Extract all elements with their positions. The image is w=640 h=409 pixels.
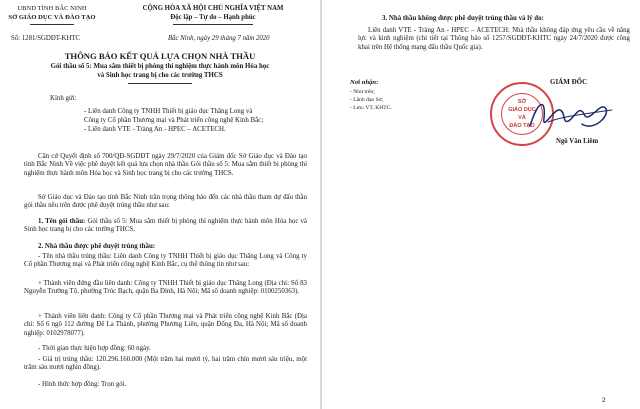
winner-paragraph: - Tên nhà thầu trúng thầu: Liên danh Công ty TNHH Thiết bị giáo dục Thăng Long và Công ty Cổ phần Thương mại và Phát triển công nghệ Kinh Bắc, cụ thể thông tin như sau: [24,253,307,269]
recipient-list-item: - Như trên; [350,89,375,95]
recipient-list-item: - Lưu: VT, KHTC. [350,105,392,111]
greeting: Kính gửi: [50,95,77,102]
stamp-text: SỞ [517,99,527,105]
document-page-2 [322,0,640,409]
recipient-1-line-1: - Liên danh Công ty TNHH Thiết bị giáo dục Thăng Long và [84,108,253,115]
nation-line-2: Độc lập – Tự do – Hạnh phúc [170,13,256,21]
member-1-paragraph: + Thành viên đứng đầu liên danh: Công ty TNHH Thiết bị giáo dục Thăng Long (Địa chỉ: Số 83 Nguyễn Trường Tộ, phường Trúc Bạch, quận Ba Đình, Hà Nội; Mã số doanh nghiệp: 0100250363). [24,280,307,296]
recipients-heading: Nơi nhận: [350,79,379,86]
recipient-1-line-2: Công ty Cổ phần Thương mại và Phát triển công nghệ Kinh Bắc; [84,117,264,124]
stamp-text: VÀ [518,115,526,121]
price-paragraph: - Giá trị trúng thầu: 120.296.160.000 (Một trăm hai mươi tỷ, hai trăm chín mươi sáu triệu, một trăm sáu mươi nghìn đồng). [24,356,307,372]
subtitle-line-2: và Sinh học trang bị cho các trường THCS [97,72,223,79]
basis-paragraph: Căn cứ Quyết định số 700/QĐ-SGDĐT ngày 29/7/2020 của Giám đốc Sở Giáo dục và Đào tạo tỉnh Bắc Ninh Về việc phê duyệt kết quả lựa chọn nhà thầu Gói thầu số 5: Mua sắm thiết bị phòng thí nghiệm thực hành môn Hóa học và Sinh học trang bị cho các trường THCS. [24,153,307,177]
signer-title: GIÁM ĐỐC [550,78,588,86]
signature [524,92,616,136]
place-and-date: Bắc Ninh, ngày 29 tháng 7 năm 2020 [168,35,270,42]
item-3-heading: 3. Nhà thầu không được phê duyệt trúng thầu và lý do: [382,15,544,22]
title-underline [128,83,192,84]
contract-type-line: - Hình thức hợp đồng: Trọn gói. [38,381,127,388]
member-2-paragraph: + Thành viên liên danh: Công ty Cổ phần Thương mại và Phát triển công nghệ Kinh Bắc (Địa chỉ: Số 6 ngõ 112 đường Đê La Thành, phường Phương Liên, quận Đống Đa, Hà Nội; Mã số doanh nghiệp: 0102978077). [24,313,307,337]
stamp-text: ĐÀO TẠO [509,123,535,129]
agency-line-2: SỞ GIÁO DỤC VÀ ĐÀO TẠO [8,13,96,21]
page-number: 2 [602,397,606,404]
document-number: Số: 1281/SGDĐT-KHTC [11,35,81,42]
item-3-paragraph: Liên danh VTE - Tràng An - HPEC – ACETECH: Nhà thầu không đáp ứng yêu cầu về năng lực và kinh nghiệm (chi tiết tại Thông báo số 1257/SGDĐT-KHTC ngày 24/7/2020 được công khai trên Hệ thống mạng đấu thầu Quốc gia). [358,27,630,51]
nation-underline [173,24,253,25]
item-2-heading: 2. Nhà thầu được phê duyệt trúng thầu: [38,243,156,250]
recipient-2: - Liên danh VTE - Tràng An - HPEC – ACETECH. [84,126,226,133]
recipient-list-item: - Lãnh đạo Sở; [350,97,384,103]
item-1-text: Gói thầu số 5: Mua sắm thiết bị phòng thí nghiệm thực hành môn Hóa học và Sinh học trang bị cho các trường THCS. [24,218,307,234]
subtitle-line-1: Gói thầu số 5: Mua sắm thiết bị phòng thí nghiệm thực hành môn Hóa học [50,63,270,70]
stamp-text: GIÁO DỤC [508,107,536,113]
notice-paragraph: Sở Giáo dục và Đào tạo tỉnh Bắc Ninh trân trọng thông báo đến các nhà thầu tham dự đấu thầu gói thầu nêu trên được phê duyệt trúng thầu như sau: [24,194,307,210]
document-title: THÔNG BÁO KẾT QUẢ LỰA CHỌN NHÀ THẦU [64,51,256,61]
signer-name: Ngô Văn Liêm [556,138,599,145]
nation-line-1: CỘNG HÒA XÃ HỘI CHỦ NGHĨA VIỆT NAM [142,5,284,12]
agency-line-1: UBND TỈNH BẮC NINH [17,5,87,12]
duration-line: - Thời gian thực hiện hợp đồng: 60 ngày. [38,345,151,352]
item-1-heading: 1. Tên gói thầu: [38,218,86,225]
item-1 [24,218,307,235]
agency-underline [30,24,74,25]
